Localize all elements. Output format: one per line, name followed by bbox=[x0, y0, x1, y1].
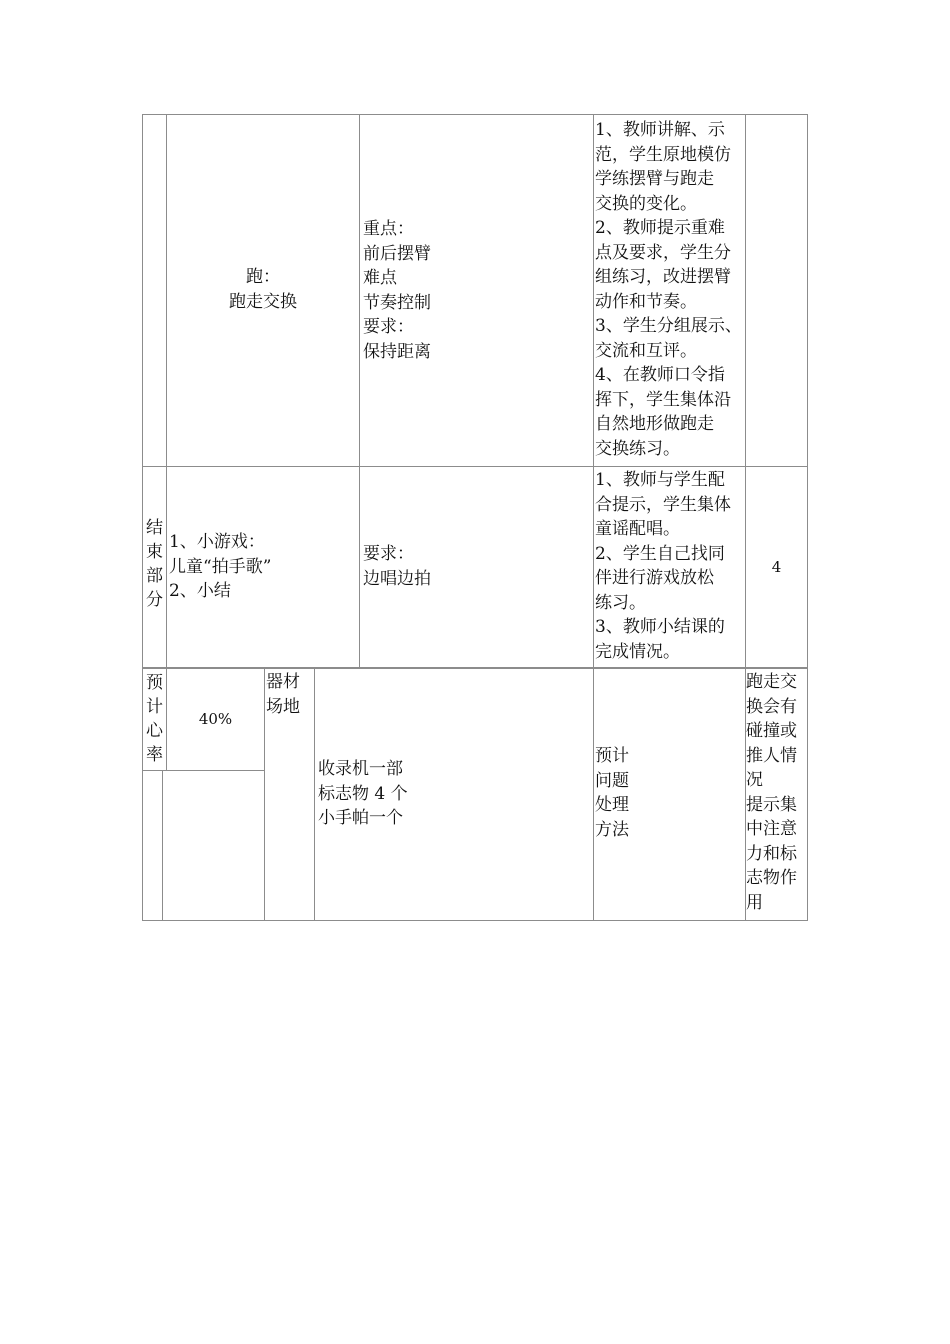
equipment-line: 小手帕一个 bbox=[318, 808, 403, 828]
end-method-line: 完成情况。 bbox=[595, 641, 680, 662]
heart-rate-char: 计 bbox=[146, 697, 163, 717]
end-section-char: 束 bbox=[146, 542, 163, 562]
equipment-line: 标志物 4 个 bbox=[318, 783, 408, 804]
end-method-line: 合提示，学生集体 bbox=[595, 494, 731, 515]
problems-line: 用 bbox=[746, 892, 763, 913]
heart-rate-char: 心 bbox=[146, 721, 163, 741]
run-key-point-line: 前后摆臂 bbox=[363, 243, 431, 264]
equipment-label-line: 器材 bbox=[266, 672, 300, 692]
run-methods-cell bbox=[593, 114, 746, 467]
heart-rate-char: 预 bbox=[146, 673, 163, 693]
problems-label-cell bbox=[593, 668, 746, 921]
heart-rate-char: 率 bbox=[146, 745, 163, 765]
end-content-line: 儿童“拍手歌” bbox=[169, 556, 272, 577]
run-method-line: 交换的变化。 bbox=[595, 193, 697, 214]
problems-label-line: 问题 bbox=[595, 770, 629, 791]
run-method-line: 4、在教师口令指 bbox=[595, 365, 725, 385]
run-key-point-line: 节奏控制 bbox=[363, 292, 431, 313]
run-key-points-cell bbox=[359, 114, 594, 467]
problems-cell bbox=[745, 668, 808, 921]
problems-label-line: 预计 bbox=[595, 746, 629, 766]
run-content-cell bbox=[166, 114, 360, 467]
run-method-line: 交换练习。 bbox=[595, 438, 680, 459]
run-section-label-cell bbox=[142, 114, 167, 467]
end-method-line: 童谣配唱。 bbox=[595, 519, 680, 539]
run-method-line: 交流和互评。 bbox=[595, 340, 697, 361]
run-content-line: 跑： bbox=[246, 267, 280, 287]
end-key-point-line: 要求： bbox=[363, 544, 414, 564]
end-method-line: 2、学生自己找同 bbox=[595, 543, 725, 564]
problems-line: 换会有 bbox=[746, 696, 797, 717]
end-content-cell bbox=[166, 466, 360, 668]
end-key-point-line: 边唱边拍 bbox=[363, 568, 431, 589]
problems-line: 况 bbox=[746, 770, 763, 790]
run-method-line: 点及要求，学生分 bbox=[595, 242, 731, 263]
problems-line: 力和标 bbox=[746, 843, 797, 864]
problems-label-line: 方法 bbox=[595, 819, 629, 840]
run-method-line: 挥下，学生集体沿 bbox=[595, 389, 731, 410]
end-methods-cell bbox=[593, 466, 746, 668]
end-section-char: 部 bbox=[146, 566, 163, 586]
end-section-char: 分 bbox=[146, 590, 163, 610]
end-section-label-cell bbox=[142, 466, 167, 668]
empty-cell-left bbox=[142, 770, 163, 921]
end-method-line: 伴进行游戏放松 bbox=[595, 568, 714, 588]
end-time-cell bbox=[745, 466, 808, 668]
end-key-points-cell bbox=[359, 466, 594, 668]
heart-rate-label-cell bbox=[142, 668, 167, 771]
end-time-value: 4 bbox=[771, 558, 782, 576]
end-method-line: 3、教师小结课的 bbox=[595, 617, 725, 637]
run-method-line: 动作和节奏。 bbox=[595, 291, 697, 312]
heart-rate-label bbox=[143, 671, 166, 767]
problems-line: 碰撞或 bbox=[746, 721, 797, 741]
equipment-label-line: 场地 bbox=[266, 696, 300, 717]
problems-line: 中注意 bbox=[746, 819, 797, 839]
problems-line: 提示集 bbox=[746, 794, 797, 815]
run-key-point-line: 难点 bbox=[363, 268, 397, 288]
end-method-line: 1、教师与学生配 bbox=[595, 470, 725, 490]
heart-rate-value: 40% bbox=[198, 710, 233, 728]
run-method-line: 自然地形做跑走 bbox=[595, 414, 714, 434]
run-key-point-line: 保持距离 bbox=[363, 341, 431, 362]
run-method-line: 范，学生原地模仿 bbox=[595, 144, 731, 165]
run-method-line: 组练习，改进摆臂 bbox=[595, 267, 731, 287]
problems-line: 跑走交 bbox=[746, 672, 797, 692]
equipment-line: 收录机一部 bbox=[318, 759, 403, 779]
run-key-point-line: 要求： bbox=[363, 317, 414, 337]
equipment-label-cell bbox=[264, 668, 315, 921]
run-method-line: 2、教师提示重难 bbox=[595, 218, 725, 238]
end-method-line: 练习。 bbox=[595, 592, 646, 613]
empty-cell-middle bbox=[162, 770, 265, 921]
run-method-line: 3、学生分组展示、 bbox=[595, 316, 742, 336]
end-content-line: 2、小结 bbox=[169, 581, 231, 601]
end-section-char: 结 bbox=[146, 518, 163, 538]
run-time-cell bbox=[745, 114, 808, 467]
equipment-cell bbox=[314, 668, 594, 921]
run-content-line: 跑走交换 bbox=[229, 291, 297, 312]
run-method-line: 学练摆臂与跑走 bbox=[595, 169, 714, 189]
run-key-point-line: 重点： bbox=[363, 219, 414, 239]
heart-rate-value-cell bbox=[166, 668, 265, 771]
end-section-label bbox=[143, 516, 166, 612]
problems-label-line: 处理 bbox=[595, 795, 629, 815]
end-content-line: 1、小游戏： bbox=[169, 532, 265, 552]
problems-line: 推人情 bbox=[746, 745, 797, 766]
problems-line: 志物作 bbox=[746, 868, 797, 888]
run-method-line: 1、教师讲解、示 bbox=[595, 120, 725, 140]
